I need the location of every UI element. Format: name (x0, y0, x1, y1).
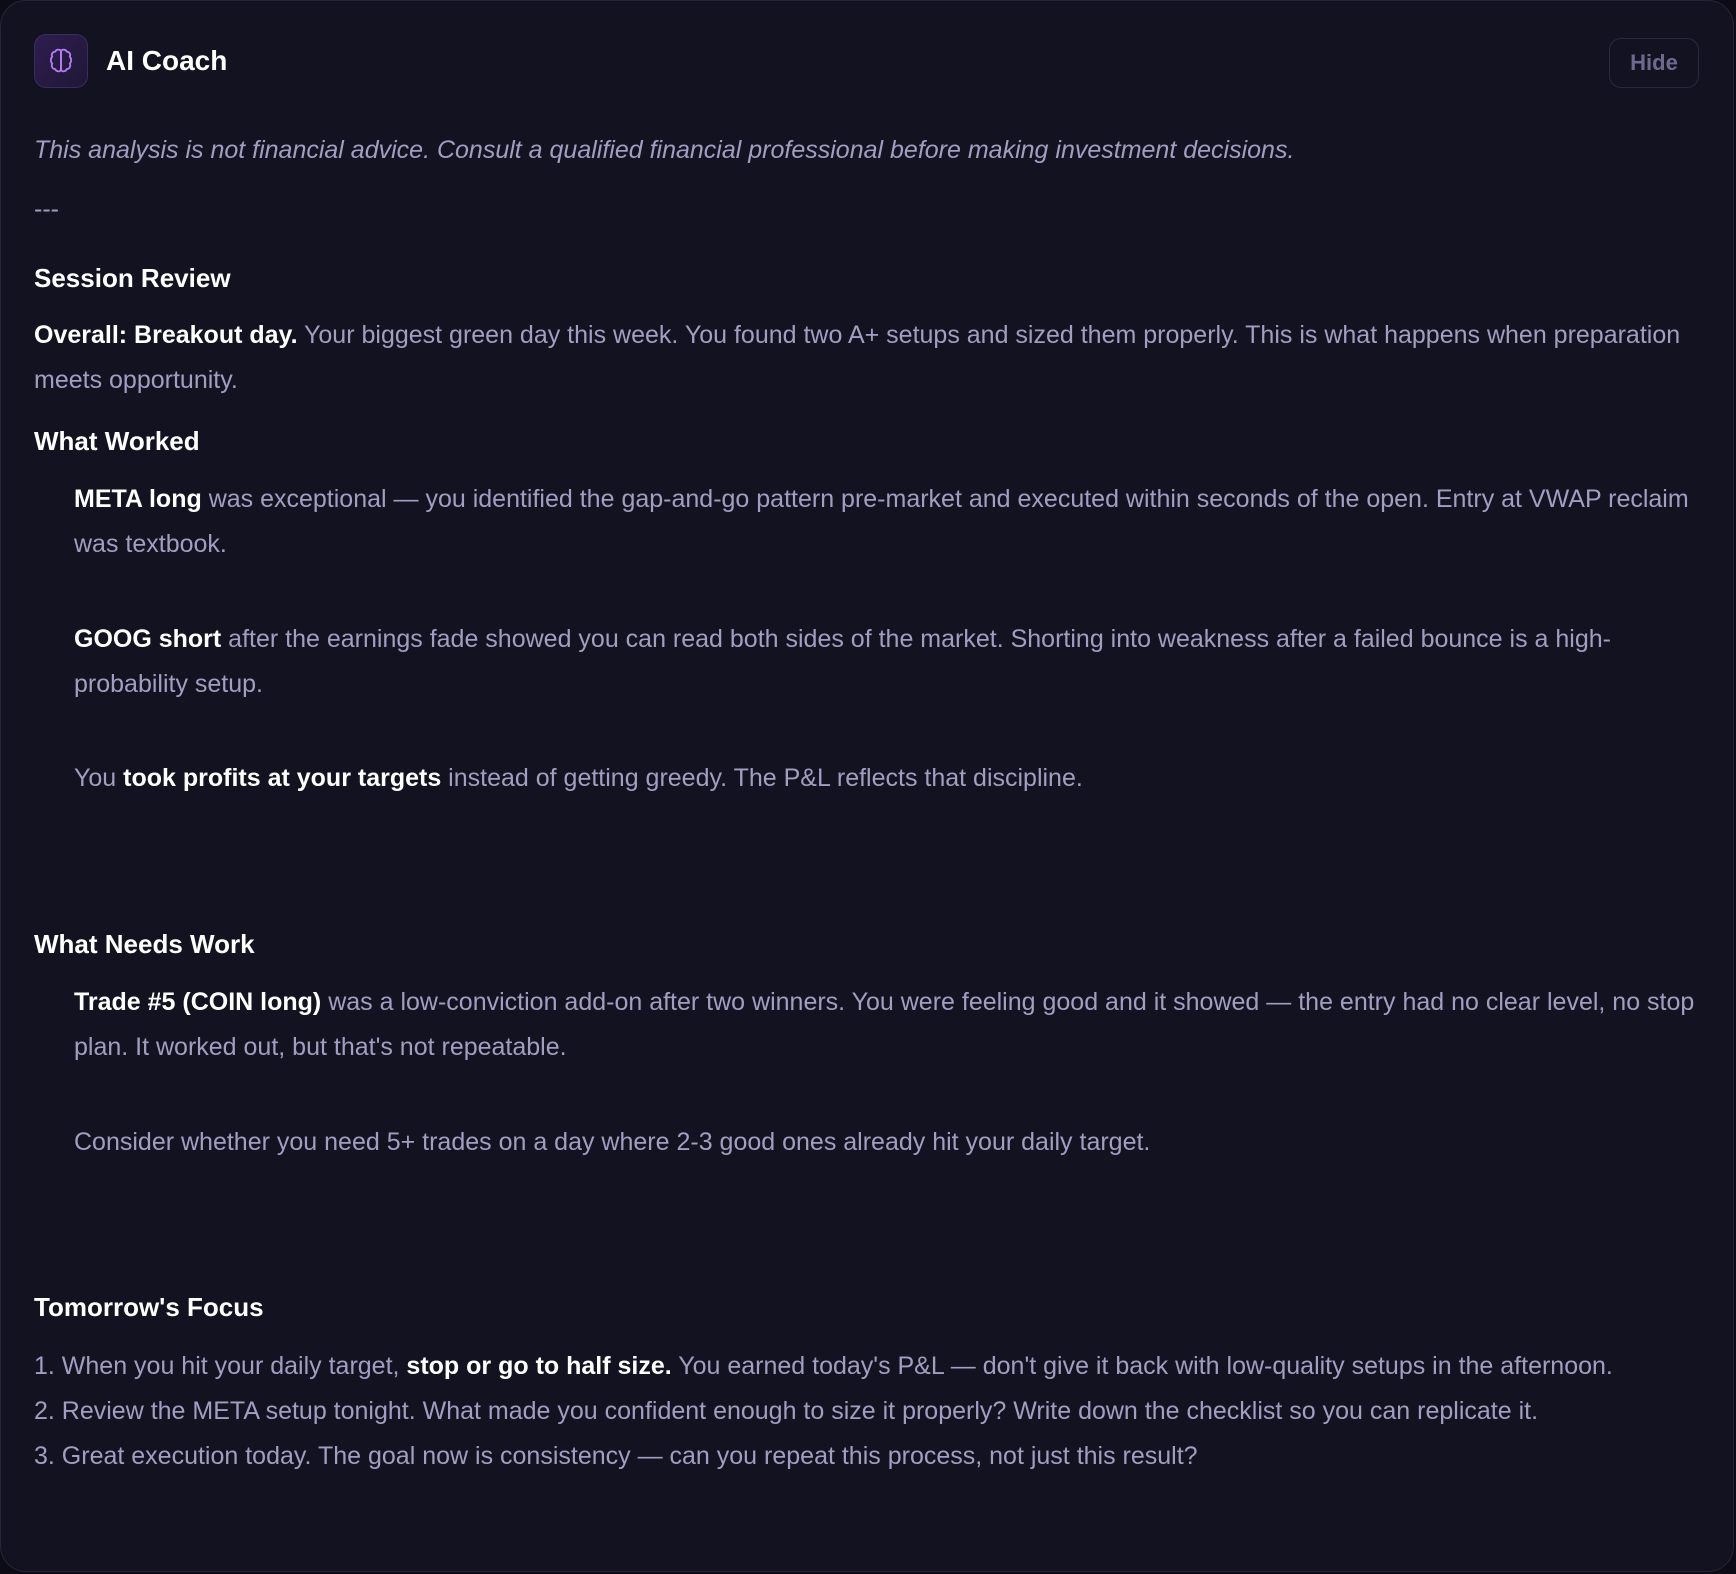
brain-icon (34, 34, 88, 88)
item-text: instead of getting greedy. The P&L reflects that discipline. (441, 764, 1083, 792)
item-text: was exceptional — you identified the gap-and-go pattern pre-market and executed within seconds of the open. Entry at VWAP reclaim was textbook. (74, 485, 1689, 558)
focus-item: 2. Review the META setup tonight. What made you confident enough to size it properly? Write down the checklist so you can replicate it. (34, 1397, 1539, 1425)
overall-text: Your biggest green day this week. You found two A+ setups and sized them properly. This is what happens when preparation meets opportunity. (34, 321, 1681, 394)
item-bold: stop or go to half size. (406, 1352, 672, 1380)
item-text: was a low-conviction add-on after two winners. You were feeling good and it showed — the entry had no clear level, no stop plan. It worked out, but that's not repeatable. (74, 988, 1695, 1061)
divider: --- (34, 195, 59, 223)
session-review-heading: Session Review (34, 263, 231, 293)
item-bold: GOOG short (74, 625, 222, 653)
needs-work-heading: What Needs Work (34, 929, 255, 959)
list-item (34, 477, 1699, 567)
what-worked-heading: What Worked (34, 426, 200, 456)
hide-button[interactable]: Hide (1609, 38, 1699, 88)
item-text: Consider whether you need 5+ trades on a day where 2-3 good ones already hit your daily target. (74, 1128, 1151, 1156)
item-bold: Trade #5 (COIN long) (74, 988, 322, 1016)
focus-item (34, 1344, 1699, 1389)
item-text: You earned today's P&L — don't give it back with low-quality setups in the afternoon. (671, 1352, 1613, 1380)
disclaimer: This analysis is not financial advice. Consult a qualified financial professional before making investment decisions. (34, 136, 1295, 164)
overall-summary (34, 313, 1699, 403)
item-pre: You (74, 764, 124, 792)
item-bold: took profits at your targets (123, 764, 442, 792)
item-text: after the earnings fade showed you can read both sides of the market. Shorting into weakness after a failed bounce is a high-probability setup. (74, 625, 1611, 698)
list-item (34, 1120, 1699, 1165)
list-item (34, 617, 1699, 707)
focus-heading: Tomorrow's Focus (34, 1292, 264, 1322)
list-item (34, 756, 1699, 801)
panel-header (34, 34, 1699, 88)
item-pre: 1. When you hit your daily target, (34, 1352, 407, 1380)
focus-item: 3. Great execution today. The goal now is consistency — can you repeat this process, not just this result? (34, 1442, 1198, 1470)
overall-label: Overall: Breakout day. (34, 321, 298, 349)
panel-title: AI Coach (106, 45, 228, 76)
item-bold: META long (74, 485, 202, 513)
list-item (34, 980, 1699, 1070)
